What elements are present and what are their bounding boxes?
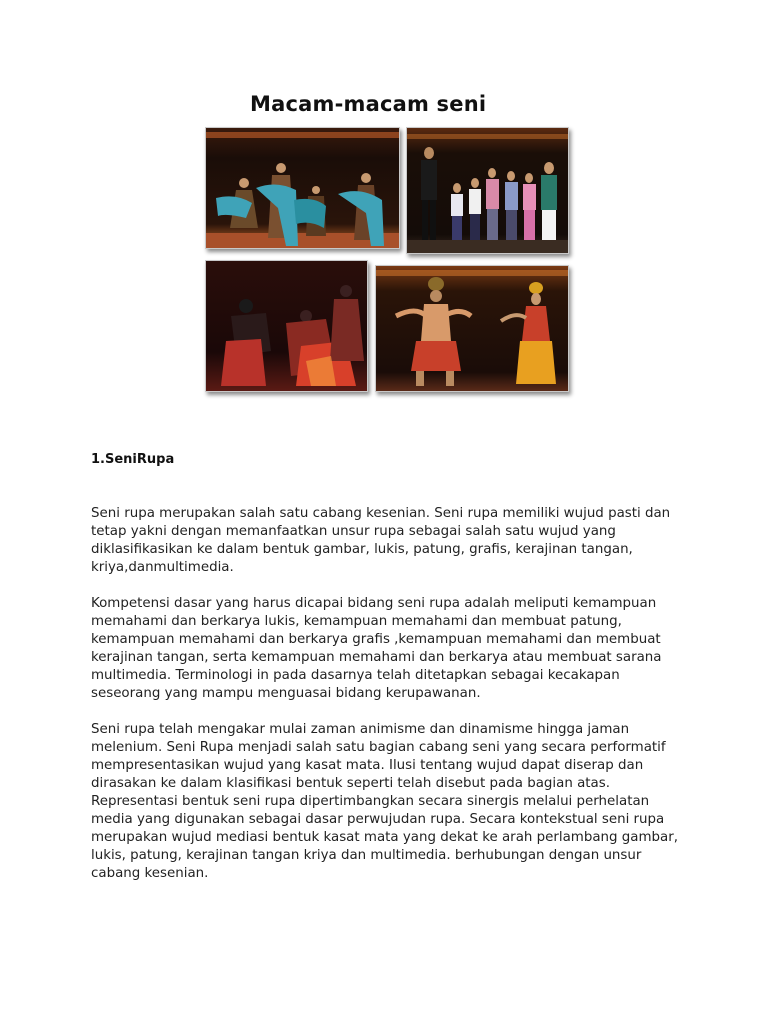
paragraph-line: Kompetensi dasar yang harus dicapai bidang seni rupa adalah meliputi kemampuan xyxy=(91,596,657,611)
paragraph-line: dirasakan ke dalam klasifikasi bentuk seperti telah disebut pada bagian atas. xyxy=(91,776,610,791)
paragraph-line: Seni rupa telah mengakar mulai zaman animisme dan dinamisme hingga jaman xyxy=(91,722,630,737)
paragraph-line: kriya,danmultimedia. xyxy=(91,560,234,575)
paragraph-line: kerajinan tangan, serta kemampuan memahami dan berkarya atau membuat sarana xyxy=(91,650,662,665)
paragraph-line: kemampuan memahami dan berkarya grafis ,kemampuan memahami dan membuat xyxy=(91,632,661,647)
paragraph-line: melenium. Seni Rupa menjadi salah satu bagian cabang seni yang secara performatif xyxy=(91,740,666,755)
paragraph-line: Representasi bentuk seni rupa dipertimbangkan secara sinergis melalui perhelatan xyxy=(91,794,650,809)
paragraph-3 xyxy=(91,721,691,883)
paragraph-line: seseorang yang mampu menguasai bidang kerupawanan. xyxy=(91,686,481,701)
paragraph-line: Seni rupa merupakan salah satu cabang kesenian. Seni rupa memiliki wujud pasti dan xyxy=(91,506,671,521)
paragraph-line: cabang kesenian. xyxy=(91,866,209,881)
paragraph-line: memahami dan berkarya lukis, kemampuan memahami dan membuat patung, xyxy=(91,614,622,629)
paragraph-line: multimedia. Terminologi in pada dasarnya telah ditetapkan sebagai kecakapan xyxy=(91,668,620,683)
paragraph-line: lukis, patung, kerajinan tangan kriya dan multimedia. berhubungan dengan unsur xyxy=(91,848,642,863)
dance-photo-group-women xyxy=(205,127,400,249)
paragraph-line: media yang digunakan sebagai dasar perwujudan rupa. Secara kontekstual seni rupa xyxy=(91,812,665,827)
paragraph-1 xyxy=(91,505,691,577)
paragraph-line: mempresentasikan wujud yang kasat mata. Ilusi tentang wujud dapat diserap dan xyxy=(91,758,644,773)
paragraph-line: diklasifikasikan ke dalam bentuk gambar, lukis, patung, grafis, kerajinan tangan, xyxy=(91,542,633,557)
paragraph-2 xyxy=(91,595,691,703)
dance-photo-kneeling-performers xyxy=(205,260,368,392)
page-title: Macam-macam seni xyxy=(250,92,487,116)
dance-photo-group-children xyxy=(406,127,569,254)
dance-photo-duet-performers xyxy=(375,265,569,392)
paragraph-line: tetap yakni dengan memanfaatkan unsur rupa sebagai salah satu wujud yang xyxy=(91,524,616,539)
section-heading: 1.SeniRupa xyxy=(91,452,175,467)
paragraph-line: merupakan wujud mediasi bentuk kasat mata yang dekat ke arah perlambang gambar, xyxy=(91,830,679,845)
